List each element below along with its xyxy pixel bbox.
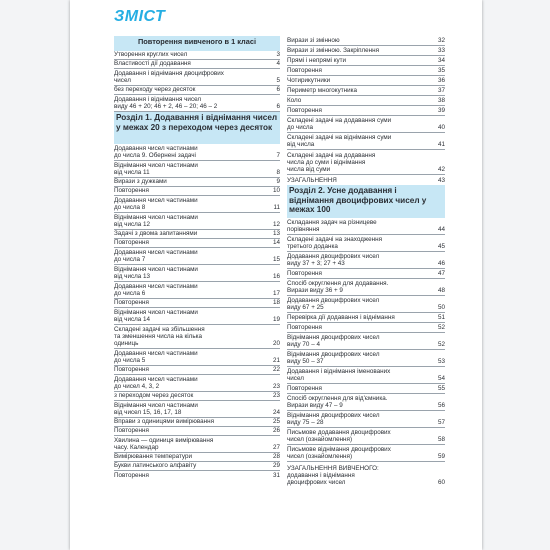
- toc-entry-page-number: 42: [437, 166, 445, 173]
- toc-entry-title: Задачі з двома запитаннями: [114, 230, 198, 237]
- toc-entry-page-number: 52: [437, 341, 445, 348]
- toc-entry-page-number: 46: [437, 260, 445, 267]
- toc-entry-title: Віднімання чисел частинами від числа 12: [114, 214, 198, 228]
- toc-entry: [114, 471, 280, 480]
- toc-entry: [114, 144, 280, 161]
- toc-entry: [287, 218, 445, 235]
- toc-entry-page-number: 32: [437, 37, 445, 44]
- toc-entry: [287, 296, 445, 313]
- toc-entry: [287, 106, 445, 116]
- toc-entry: [114, 453, 280, 462]
- toc-entry-page-number: 14: [272, 239, 280, 246]
- toc-entry-page-number: 24: [272, 409, 280, 416]
- toc-entry-title: Додавання чисел частинами до чисел 4, 3, 2: [114, 376, 198, 390]
- toc-entry-page-number: 35: [437, 67, 445, 74]
- toc-entry-page-number: 27: [272, 444, 280, 451]
- toc-entry-title: Повторення: [114, 239, 149, 246]
- toc-entry: [287, 36, 445, 46]
- toc-entry-page-number: 47: [437, 270, 445, 277]
- toc-entry-page-number: 20: [272, 340, 280, 347]
- toc-entry: [287, 323, 445, 333]
- toc-entry: [114, 282, 280, 299]
- toc-column-left: [114, 36, 280, 480]
- toc-entry: [114, 60, 280, 69]
- toc-entry-title: Повторення: [114, 366, 149, 373]
- toc-entry-title: Прямі і непрямі кути: [287, 57, 347, 64]
- toc-entry-page-number: 52: [437, 324, 445, 331]
- toc-entry-title: Вирази зі змінною. Закріплення: [287, 47, 380, 54]
- toc-entry-title: Складені задачі на додавання числа до суми і віднімання числа від суми: [287, 152, 376, 173]
- toc-entry: [114, 427, 280, 436]
- toc-entry-page-number: 56: [437, 402, 445, 409]
- toc-entry: [114, 239, 280, 248]
- toc-entry-page-number: 8: [276, 169, 280, 176]
- toc-entry-page-number: 26: [272, 427, 280, 434]
- toc-entry-title: Віднімання чисел частинами від числа 14: [114, 309, 198, 323]
- toc-entry-title: Віднімання чисел частинами від числа 11: [114, 162, 198, 176]
- toc-entry-page-number: 33: [437, 47, 445, 54]
- toc-entry: [287, 76, 445, 86]
- toc-entry-title: Додавання чисел частинами до числа 7: [114, 249, 198, 263]
- toc-entry: [114, 95, 280, 112]
- toc-entry-title: Спосіб округлення для від'ємника. Вирази виду 47 – 9: [287, 395, 388, 409]
- toc-entry: [287, 116, 445, 133]
- toc-entry: [287, 66, 445, 76]
- toc-entry: [287, 133, 445, 150]
- toc-entry-page-number: 23: [272, 383, 280, 390]
- toc-entry: [287, 269, 445, 279]
- toc-entry-page-number: 15: [272, 256, 280, 263]
- toc-entry: [114, 51, 280, 60]
- toc-entry-page-number: 34: [437, 57, 445, 64]
- toc-entry-title: Коло: [287, 97, 302, 104]
- toc-entry-page-number: 28: [272, 453, 280, 460]
- toc-entry-page-number: 41: [437, 141, 445, 148]
- toc-entry-title: Повторення: [114, 187, 149, 194]
- toc-entry-title: Додавання чисел частинами до числа 8: [114, 197, 198, 211]
- toc-entry: [287, 235, 445, 252]
- toc-entry-title: Додавання двоцифрових чисел виду 37 + 3; 27 + 43: [287, 253, 380, 267]
- toc-entry-title: Букви латинського алфавіту: [114, 462, 197, 469]
- toc-entry-page-number: 13: [272, 230, 280, 237]
- toc-entry-title: Утворення круглих чисел: [114, 51, 188, 58]
- toc-entry: [114, 196, 280, 213]
- toc-entry: [114, 161, 280, 178]
- toc-entry-page-number: 55: [437, 385, 445, 392]
- toc-entry-title: Повторення: [287, 385, 322, 392]
- toc-entry: [114, 299, 280, 308]
- toc-entry-title: Складені задачі на віднімання суми від числа: [287, 134, 392, 148]
- toc-entry: [287, 394, 445, 411]
- toc-entry-title: УЗАГАЛЬНЕННЯ: [287, 177, 337, 184]
- toc-entry-page-number: 37: [437, 87, 445, 94]
- toc-entry-page-number: 12: [272, 221, 280, 228]
- toc-entry-page-number: 40: [437, 124, 445, 131]
- toc-entry: [114, 187, 280, 196]
- toc-entry: [287, 428, 445, 445]
- toc-entry-page-number: 58: [437, 436, 445, 443]
- toc-entry-page-number: 53: [437, 358, 445, 365]
- toc-entry-title: Письмове додавання двоцифрових чисел (ознайомлення): [287, 429, 391, 443]
- toc-entry-page-number: 9: [276, 178, 280, 185]
- toc-entry-title: Чотирикутники: [287, 77, 331, 84]
- toc-entry-title: УЗАГАЛЬНЕННЯ ВИВЧЕНОГО: додавання і віднімання двоцифрових чисел: [287, 465, 379, 486]
- toc-entry: [114, 375, 280, 392]
- toc-entry-page-number: 22: [272, 366, 280, 373]
- toc-entry: [114, 462, 280, 471]
- toc-entry: [114, 213, 280, 230]
- toc-entry: [114, 392, 280, 401]
- toc-entry-title: Додавання і віднімання двоцифрових чисел: [114, 70, 224, 84]
- toc-entry-page-number: 44: [437, 226, 445, 233]
- toc-column-right: [287, 36, 445, 487]
- toc-entry: [287, 96, 445, 106]
- toc-entry-page-number: 23: [272, 392, 280, 399]
- toc-entry-title: Перевірка дії додавання і віднімання: [287, 314, 395, 321]
- toc-entry: [287, 279, 445, 296]
- toc-entry: [287, 175, 445, 185]
- toc-entry-title: Вимірювання температури: [114, 453, 193, 460]
- toc-entry-title: Повторення: [287, 324, 322, 331]
- toc-entry-title: Письмове віднімання двоцифрових чисел (ознайомлення): [287, 446, 391, 460]
- toc-entry: [114, 178, 280, 187]
- toc-entry-page-number: 16: [272, 273, 280, 280]
- toc-entry: [114, 86, 280, 95]
- toc-entry-page-number: 7: [276, 152, 280, 159]
- toc-entry-title: Складені задачі на додавання суми до числа: [287, 117, 392, 131]
- toc-entry-page-number: 54: [437, 375, 445, 382]
- toc-entry: [114, 308, 280, 325]
- toc-entry-title: Повторення: [114, 472, 149, 479]
- toc-entry-title: Складання задач на різницеве порівняння: [287, 219, 377, 233]
- page-title: ЗМІСТ: [114, 8, 166, 25]
- toc-entry-page-number: 25: [272, 418, 280, 425]
- toc-entry-title: Повторення: [287, 107, 322, 114]
- toc-entry: [287, 350, 445, 367]
- toc-entry-title: Властивості дії додавання: [114, 60, 191, 67]
- toc-entry-page-number: 60: [437, 479, 445, 486]
- toc-entry-page-number: 59: [437, 453, 445, 460]
- toc-entry: [287, 150, 445, 175]
- toc-entry-page-number: 21: [272, 357, 280, 364]
- toc-entry-page-number: 51: [437, 314, 445, 321]
- toc-entry-page-number: 5: [276, 77, 280, 84]
- toc-entry: [287, 333, 445, 350]
- toc-entry-page-number: 18: [272, 299, 280, 306]
- toc-entry: [114, 418, 280, 427]
- toc-entry-page-number: 17: [272, 290, 280, 297]
- toc-entry-page-number: 6: [276, 86, 280, 93]
- toc-entry: [287, 313, 445, 323]
- toc-entry: [114, 325, 280, 349]
- toc-entry-title: Вирази з дужками: [114, 178, 167, 185]
- toc-entry-title: Хвилина — одиниця вимірювання часу. Календар: [114, 437, 214, 451]
- toc-entry-page-number: 48: [437, 287, 445, 294]
- toc-entry-title: Додавання чисел частинами до числа 9. Обернені задачі: [114, 145, 198, 159]
- toc-entry-page-number: 57: [437, 419, 445, 426]
- toc-entry-title: Вирази зі змінною: [287, 37, 340, 44]
- toc-entry-title: Периметр многокутника: [287, 87, 358, 94]
- toc-entry-title: Віднімання двоцифрових чисел виду 50 – 37: [287, 351, 380, 365]
- toc-entry-page-number: 29: [272, 462, 280, 469]
- toc-entry-page-number: 45: [437, 243, 445, 250]
- toc-entry-title: Вправи з одиницями вимірювання: [114, 418, 214, 425]
- toc-entry: [114, 230, 280, 239]
- toc-entry: [114, 366, 280, 375]
- toc-entry-title: Складені задачі на збільшення та зменшення числа на кілька одиниць: [114, 326, 205, 347]
- toc-entry-title: Повторення: [287, 270, 322, 277]
- toc-entry-title: Віднімання чисел частинами від числа 13: [114, 266, 198, 280]
- toc-entry-title: без переходу через десяток: [114, 86, 196, 93]
- toc-entry-title: Віднімання двоцифрових чисел виду 75 – 28: [287, 412, 380, 426]
- toc-entry-page-number: 36: [437, 77, 445, 84]
- toc-entry-page-number: 31: [272, 472, 280, 479]
- toc-entry: [287, 252, 445, 269]
- toc-entry-title: Додавання чисел частинами до числа 6: [114, 283, 198, 297]
- toc-entry: [114, 401, 280, 418]
- toc-entry-page-number: 43: [437, 177, 445, 184]
- toc-entry-page-number: 38: [437, 97, 445, 104]
- toc-entry: [114, 436, 280, 453]
- toc-entry: [287, 46, 445, 56]
- toc-entry: [287, 445, 445, 462]
- toc-entry-page-number: 19: [272, 316, 280, 323]
- toc-entry-title: Повторення: [114, 299, 149, 306]
- toc-entry: [114, 69, 280, 86]
- toc-entry-title: Повторення: [114, 427, 149, 434]
- toc-entry: [287, 384, 445, 394]
- toc-entry-page-number: 6: [276, 103, 280, 110]
- toc-entry-title: Складені задачі на знаходження третього доданка: [287, 236, 382, 250]
- toc-entry-page-number: 11: [273, 204, 280, 211]
- toc-section-heading: Розділ 1. Додавання і віднімання чисел у межах 20 з переходом через десяток: [114, 112, 280, 144]
- toc-entry-page-number: 39: [437, 107, 445, 114]
- toc-entry: [287, 86, 445, 96]
- toc-entry-title: Додавання чисел частинами до числа 5: [114, 350, 198, 364]
- toc-section-heading: Повторення вивченого в 1 класі: [114, 36, 280, 51]
- toc-entry: [287, 411, 445, 428]
- toc-entry-page-number: 50: [437, 304, 445, 311]
- toc-entry-title: Додавання і віднімання чисел виду 46 + 20; 46 + 2, 46 – 20; 46 – 2: [114, 96, 218, 110]
- toc-entry-title: з переходом через десяток: [114, 392, 194, 399]
- toc-entry: [114, 349, 280, 366]
- toc-entry-title: Повторення: [287, 67, 322, 74]
- toc-entry-title: Віднімання чисел частинами від чисел 15, 16, 17, 18: [114, 402, 198, 416]
- toc-section-heading: Розділ 2. Усне додавання і віднімання двоцифрових чисел у межах 100: [287, 185, 445, 218]
- toc-entry-title: Спосіб округлення для додавання. Вирази виду 36 + 9: [287, 280, 389, 294]
- toc-entry: [114, 248, 280, 265]
- toc-entry: [114, 265, 280, 282]
- toc-entry-title: Додавання двоцифрових чисел виду 67 + 25: [287, 297, 380, 311]
- toc-entry: [287, 462, 445, 487]
- toc-entry-page-number: 4: [276, 60, 280, 67]
- toc-entry-title: Додавання і віднімання іменованих чисел: [287, 368, 391, 382]
- toc-entry-page-number: 10: [272, 187, 280, 194]
- toc-entry-title: Віднімання двоцифрових чисел виду 70 – 4: [287, 334, 380, 348]
- toc-entry-page-number: 3: [276, 51, 280, 58]
- toc-entry: [287, 56, 445, 66]
- toc-entry: [287, 367, 445, 384]
